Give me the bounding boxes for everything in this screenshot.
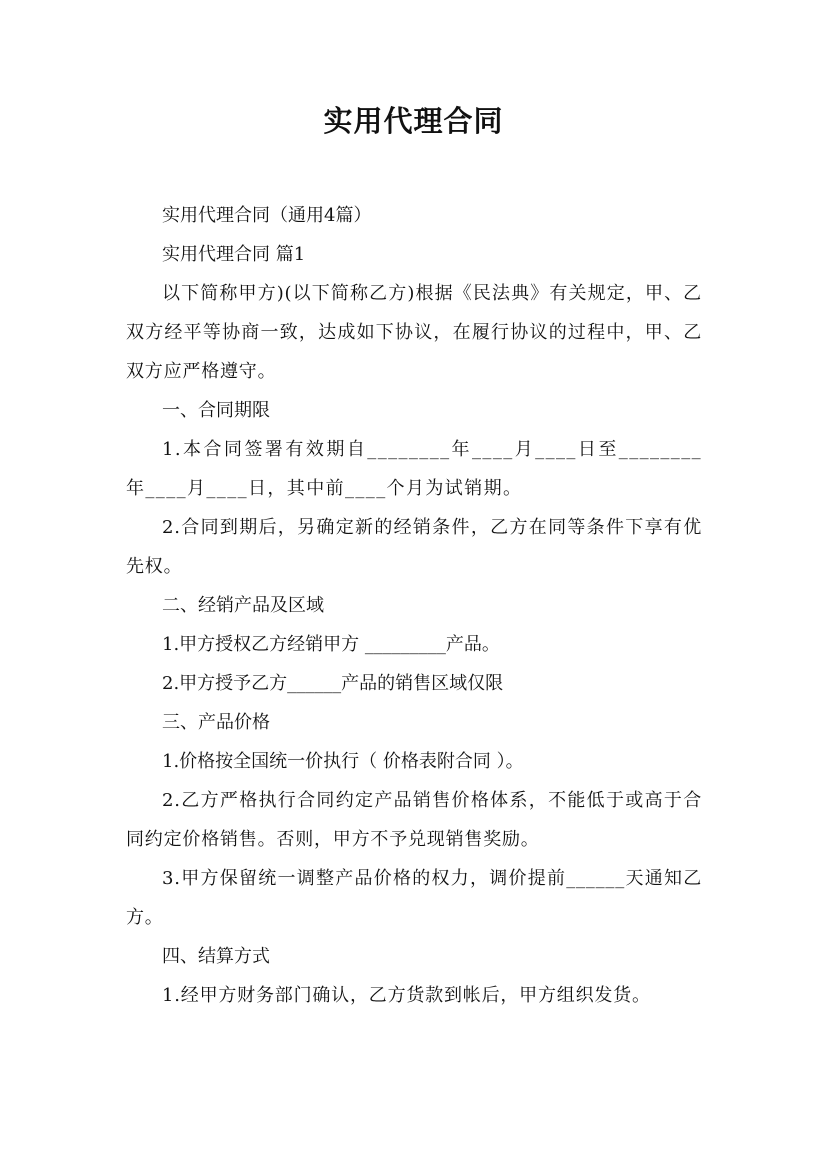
document-title: 实用代理合同 bbox=[323, 104, 504, 138]
document-body bbox=[126, 196, 702, 1015]
paragraph-subtitle: 实用代理合同（通用4篇） bbox=[162, 205, 372, 226]
paragraph-settlement-1: 1.经甲方财务部门确认，乙方货款到帐后，甲方组织发货。 bbox=[162, 985, 651, 1006]
paragraph-price-2: 2.乙方严格执行合同约定产品销售价格体系，不能低于或高于合同约定价格销售。否则，甲方不予兑现销售奖励。 bbox=[126, 790, 702, 850]
section-heading-settlement: 四、结算方式 bbox=[162, 946, 270, 967]
paragraph-price-3: 3.甲方保留统一调整产品价格的权力，调价提前______天通知乙方。 bbox=[126, 868, 702, 928]
paragraph-price-1: 1.价格按全国统一价执行（ 价格表附合同 ）。 bbox=[162, 751, 524, 772]
paragraph-article-heading: 实用代理合同 篇1 bbox=[162, 244, 306, 265]
section-heading-term: 一、合同期限 bbox=[162, 400, 270, 421]
paragraph-products-2: 2.甲方授予乙方______产品的销售区域仅限 bbox=[162, 673, 504, 694]
paragraph-preamble: 以下简称甲方)(以下简称乙方)根据《民法典》有关规定，甲、乙双方经平等协商一致，达成如下协议，在履行协议的过程中，甲、乙双方应严格遵守。 bbox=[126, 283, 702, 382]
paragraph-term-2: 2.合同到期后，另确定新的经销条件，乙方在同等条件下享有优先权。 bbox=[126, 517, 702, 577]
paragraph-products-1: 1.甲方授权乙方经销甲方 _________产品。 bbox=[162, 634, 500, 655]
section-heading-products: 二、经销产品及区域 bbox=[162, 595, 324, 616]
paragraph-term-1: 1.本合同签署有效期自________年____月____日至________年____月____日，其中前____个月为试销期。 bbox=[126, 439, 702, 499]
section-heading-price: 三、产品价格 bbox=[162, 712, 270, 733]
